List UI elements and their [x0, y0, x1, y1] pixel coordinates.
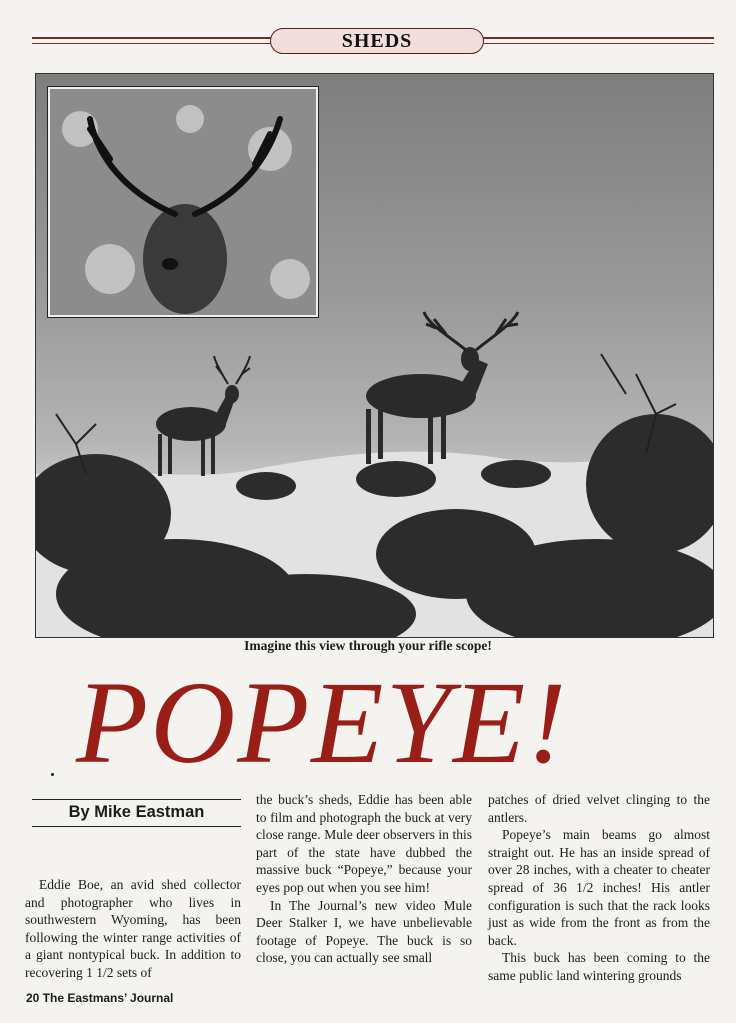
page-footer: 20 The Eastmans’ Journal	[26, 991, 174, 1005]
buck-closeup-illustration	[50, 89, 316, 315]
photo-caption: Imagine this view through your rifle scope!	[244, 638, 492, 653]
article-column-2	[256, 791, 472, 967]
decorative-dot	[51, 773, 54, 776]
headline: POPEYE!	[76, 657, 569, 788]
section-label: SHEDS	[270, 28, 484, 54]
section-header	[32, 28, 714, 50]
byline-rule-top	[32, 799, 241, 800]
main-photo	[35, 73, 714, 638]
paragraph: the buck’s sheds, Eddie has been able to film and photograph the buck at very close range. Mule deer observers in this part of the state have dubbed the massive buck “Popeye,” because your eyes pop out when you see him!	[256, 792, 472, 895]
paragraph: This buck has been coming to the same public land wintering grounds	[488, 950, 710, 983]
byline-rule-bottom	[32, 826, 241, 827]
paragraph: Eddie Boe, an avid shed collector and photographer who lives in southwestern Wyoming, has been following the winter range activities of a giant nontypical buck. In addition to recovering 1 1/2 sets of	[25, 877, 241, 980]
byline-box	[32, 799, 241, 827]
paragraph: patches of dried velvet clinging to the antlers.	[488, 792, 710, 825]
article-column-3	[488, 791, 710, 985]
byline: By Mike Eastman	[68, 803, 205, 821]
inset-photo	[48, 87, 318, 317]
paragraph: Popeye’s main beams go almost straight out. He has an inside spread of over 28 inches, with a cheater to cheater spread of 36 1/2 inches! His antler configuration is such that the rack looks just as wide from the front as from the back.	[488, 827, 710, 948]
paragraph: In The Journal’s new video Mule Deer Stalker I, we have unbelievable footage of Popeye. The buck is so close, you can actually see small	[256, 897, 472, 966]
article-column-1	[25, 876, 241, 982]
